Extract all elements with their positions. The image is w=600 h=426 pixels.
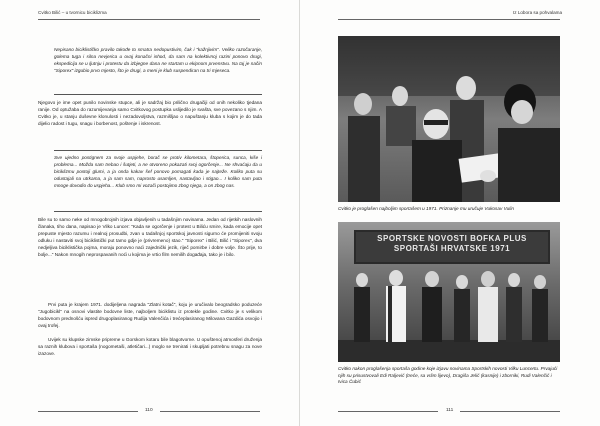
right-page [300, 0, 600, 426]
left-footer-rule-a [38, 411, 138, 412]
left-running-head: Cvitko Bilić ‒ u tvornicu biciklizma [38, 10, 107, 15]
photo-1-caption: Cvitko je proglašen najboljim sportašem u 1971. Priznanje mu uručuje Vukosav Vulin [338, 206, 514, 211]
body-paragraph-1: Njegovo je ime opet punilo novinske stupce, ali je sadržaj bio prilično drugačiji od onih nekoliko tjedana ranije. Od optužaba do razumijevanja samo Cvitkovog postupka uslijedilo je svašta, sve povezano s njim. A Cvitko je, u stanju duševne klonulosti i nezadovoljstva, razmišljao o napuštanju kluba s kojim je do tada dijelio radost i tugu, snagu i borbenost, poštenje i iskrenost. [38, 100, 262, 126]
award-ceremony-illustration [338, 36, 560, 202]
group-stage-photo [338, 222, 560, 362]
right-footer-rule-b [460, 411, 560, 412]
body-paragraph-3: Prvi puta je krajem 1971. dodijeljena nagrada "Zlatni kotač", koju je uručivalo beogradsko poduzeće "Jugobicikl" na osnovi vlastite bodovne liste, najboljem biciklistu iz protekle godine. Cvitko je s velikom bodovnom prednošću ispred drugoplasiranog Rudija Valenčića i trećeplasiranog Milovana Gazdića osvojio i ovaj trofej. [38, 302, 262, 328]
quote-paragraph-1: Nepisano biciklističko pravilo takođe to smatra nedopustivim, čak i "kažnjivim". Veliko razočaranje, golema tuga i silna nevjerica u ovaj konačni ishod, da sam na kolektivnoj razini ponovo drugi, ekspedicija se u ljutnju i protestu da izbjegne dana ne startam u ekipnom prvenstvu. Na taj je način "Siporex" izgubio prvo mjesto, što je drugi, a meni je klub suspendiran na tri mjeseca. [54, 47, 262, 73]
body-paragraph-4: Uvijek su klupske zimske pripreme u Gorskom kotaru bile blagotvorne. U opuštenoj atmosferi druženja sa raznih klubova i sportaša (nogometaši, atletičari...) moglo se trenirati i skupljati potrebnu snagu za nove izazove. [38, 337, 262, 356]
left-folio: 110 [145, 408, 153, 413]
left-header-rule [38, 19, 260, 20]
right-running-head: Iz Lobora sa pohvalama [512, 10, 562, 15]
quote-1-rule [54, 94, 262, 95]
award-ceremony-photo [338, 36, 560, 202]
quote-2-rule-top [54, 150, 262, 151]
right-footer-rule-a [338, 411, 438, 412]
photo-2-caption: Cvitko nakon proglašenja sportaša godine koje izjavu novinama Sportskih novosti Vilku Luncertu. Prvajući njih su prisustvovali Edi Raljević (treće, sa vrlim lijevo), Dragiša Jelić (kasnije) i zborniki, Rudi Valenčić i Ivica Čubić [338, 366, 558, 385]
quote-2-rule-bottom [54, 211, 262, 212]
right-folio: 111 [446, 408, 454, 413]
quote-paragraph-2: Sve ujedno postignem za svoje uspjehe, borač se protiv kilometara, štoperica, sunca, kiše i problema... Možda sam trebao i šutjeti, a ne otvoreno pokazati svoj ogorčenje... Ne shvaćaju da u biciklizmu postoji glumi, a ja onda kakav šef ponovo pomagati kada je najteže. Koliko puta su odustajali na utrkama, a ja sam sam, naprosto usamljen, nastavljao i stigao... I koliko sam puta mnoge dovodio do uspjeha... Klub smo mi vozači postojimo zbog njega, a on zbog nas. [54, 155, 262, 188]
stage-banner-text: SPORTSKE NOVOSTI BOFKA PLUS SPORTAŠI HRVATSKE 1971 [377, 234, 527, 253]
right-header-rule [338, 19, 560, 20]
left-footer-rule-b [160, 411, 260, 412]
body-paragraph-2: Bile su to samo neke od mnogobrojnih izjava objavljenih u tadašnjim novinama. Jedan od rijetkih naslovnih članaka, tiho dana, napisao je Vilko Luncer: "Kada se ogorčenje i protest u Biliću smire, kada emocije opet prepuste mjesto razumu i realnoj prosudbi, zvan u tadašnjoj sportskoj javnosti sigurno će promijeniti svoju odluku i nastaviti svoj biciklistički put tamo gdje je (privremeno) stao." "Siporex" i Bilić, Bilić i "Siporex", dva nedjeljiva biciklistička pojma, moraju ponovno naći zajednički jezik, riječ pomirbe i dobre volje. Što prije, to bolje..." Nakon mnogih neprospavanih noći u kojima je vrtio film nemilih događaja, tako je i bilo. [38, 217, 262, 257]
